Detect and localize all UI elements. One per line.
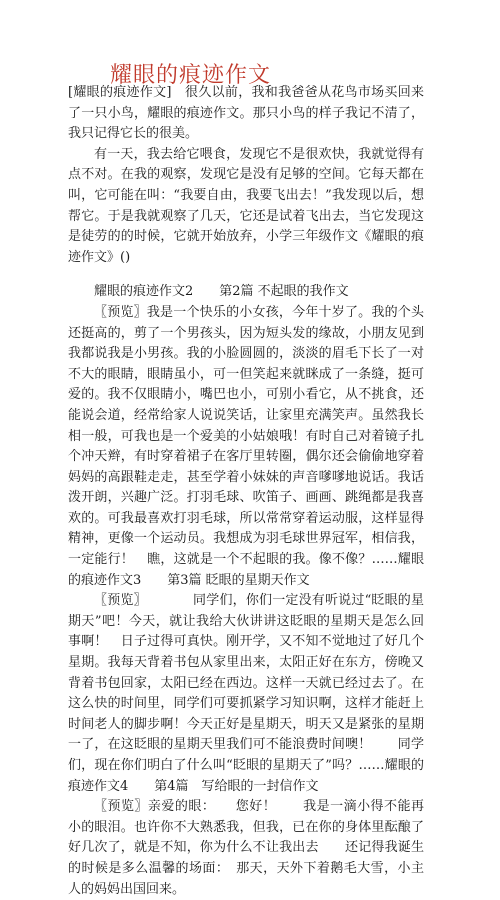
paragraph-intro: [耀眼的痕迹作文] 很久以前，我和我爸爸从花鸟市场买回来了一只小鸟，耀眼的痕迹作文。那只小鸟的样子我记不清了，我只记得它长的很美。 <box>68 85 424 142</box>
paragraph-article-3: 〖预览〗 同学们，你们一定没有听说过“眨眼的星期天”吧！今天，就让我给大伙讲讲这眨眼的星期天是怎么回事啊！ 日子过得可真快。刚开学，又不知不觉地过了好几个星期。我每天背着书包从家里出来，太阳正好在东方，傍晚又背着书包回家，太阳已经在西边。这样一天就已经过去了。在这么快的时间里，同学们可要抓紧学习知识啊，这样才能赶上时间老人的脚步啊！今天正好是星期天，明天又是紧张的星期一了，在这眨眼的星期天里我们可不能浪费时间噢！ 同学们，现在你们明白了什么叫“眨眼的星期天了”吗？……耀眼的痕迹作文4 第4篇 写给眼的一封信作文 <box>68 593 424 794</box>
paragraph-story: 有一天，我去给它喂食，发现它不是很欢快，我就觉得有点不对。在我的观察，发现它是没有足够的空间。它每天都在叫，它可能在叫：“我要自由，我要飞出去！”我发现以后，想帮它。于是我就观察了几天，它还是试着飞出去，当它发现这是徒劳的的时候，它就开始放弃，小学三年级作文《耀眼的痕迹作文》() <box>68 146 424 265</box>
document-title: 耀眼的痕迹作文 <box>110 63 272 88</box>
section-heading: 耀眼的痕迹作文2 第2篇 不起眼的我作文 <box>94 284 349 300</box>
paragraph-article-2: 〖预览〗我是一个快乐的小女孩，今年十岁了。我的个头还挺高的，剪了一个男孩头，因为短头发的缘故，小朋友见到我都说我是小男孩。我的小脸圆圆的，淡淡的眉毛下长了一对不大的眼睛，眼睛虽小，可一但笑起来就眯成了一条缝，挺可爱的。我不仅眼睛小，嘴巴也小，可别小看它，从不挑食，还能说会道，经常给家人说说笑话，让家里充满笑声。虽然我长相一般，可我也是一个爱美的小姑娘哦！有时自己对着镜子扎个冲天辫，有时穿着裙子在客厅里转圈，偶尔还会偷偷地穿着妈妈的高跟鞋走走，甚至学着小妹妹的声音嗲嗲地说话。我话泼开朗，兴趣广泛。打羽毛球、吹笛子、画画、跳绳都是我喜欢的。可我最喜欢打羽毛球，所以常常穿着运动服，这样显得精神，更像一个运动员。我想成为羽毛球世界冠军，相信我，一定能行！ 瞧，这就是一个不起眼的我。像不像？……耀眼的痕迹作文3 第3篇 眨眼的星期天作文 <box>68 304 424 588</box>
paragraph-gap <box>68 268 424 282</box>
paragraph-article-4: 〖预览〗亲爱的眼： 您好！ 我是一滴小得不能再小的眼泪。也许你不大熟悉我，但我，已在你的身体里酝酿了好几次了，就是不知，你为什么不让我出去 还记得我诞生的时候是多么温馨的场面： 那天，天外下着鹅毛大雪，小主人的妈妈出国回来。 <box>68 799 424 897</box>
document-body <box>68 83 424 900</box>
